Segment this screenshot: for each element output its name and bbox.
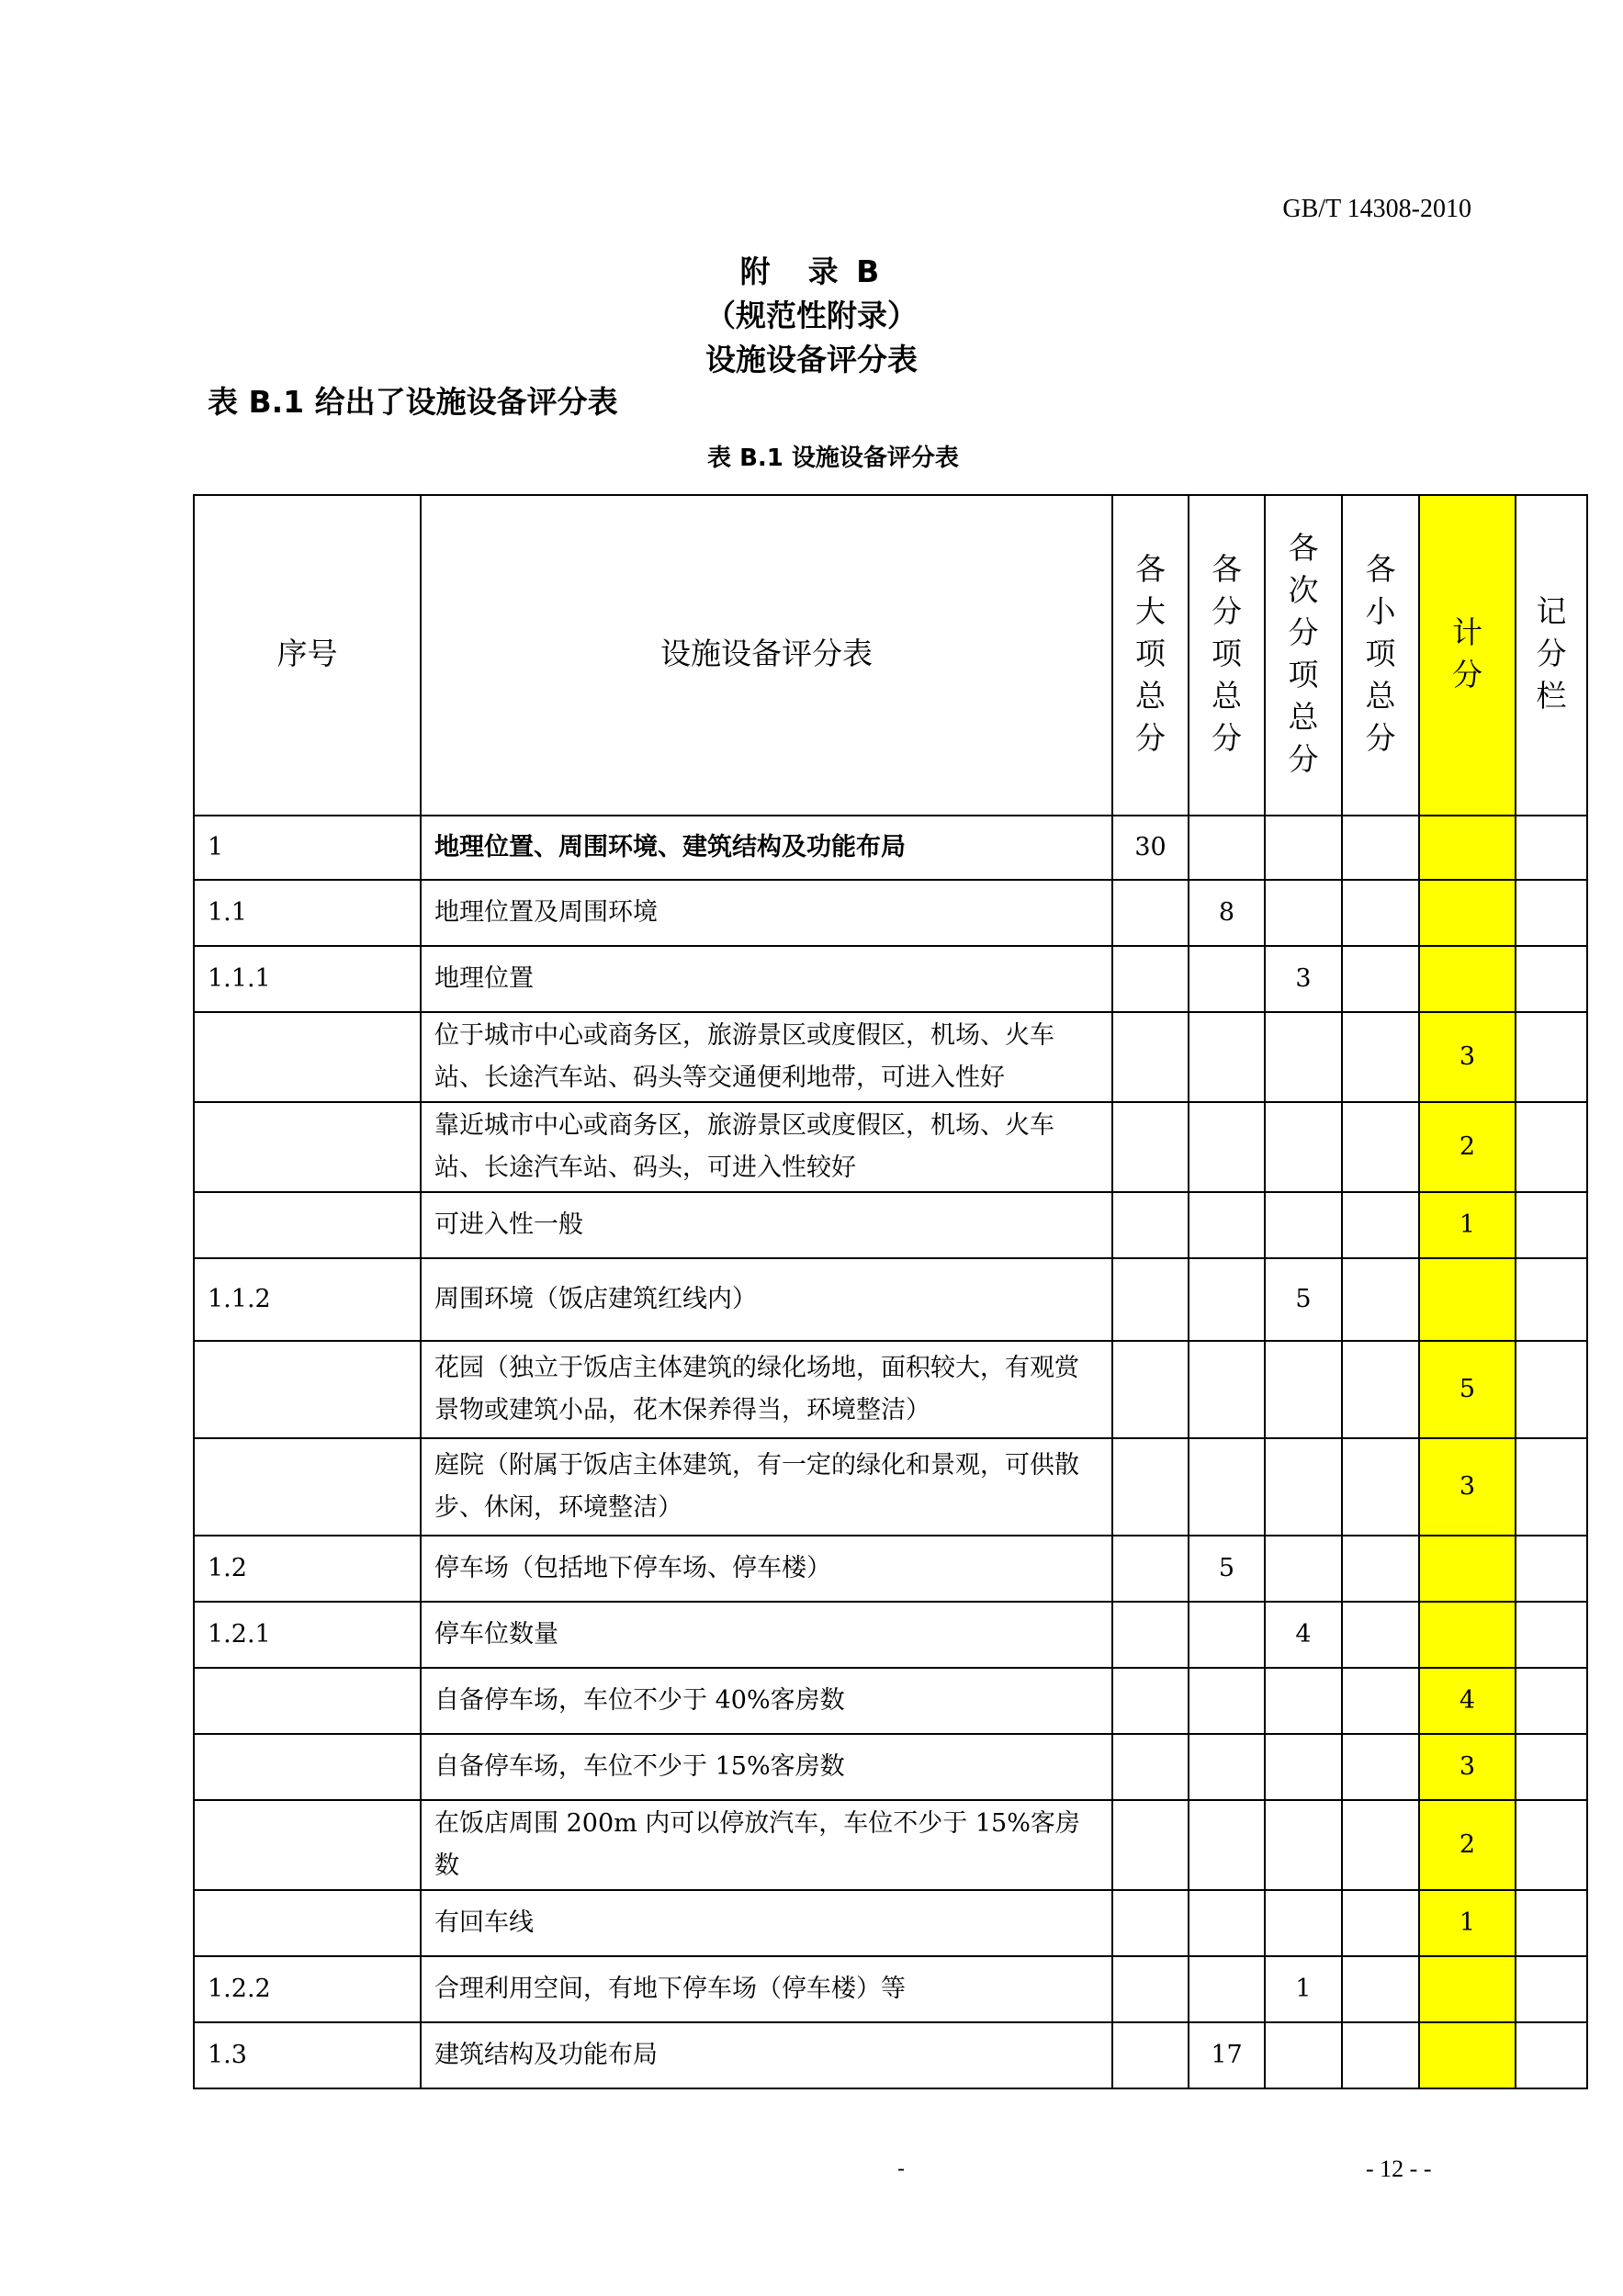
table-row — [194, 1438, 1587, 1536]
row-score — [1419, 1258, 1516, 1341]
row-major-total — [1112, 1012, 1189, 1102]
row-secondary-total — [1265, 2022, 1342, 2088]
row-sub-total — [1189, 1438, 1265, 1536]
standard-code: GB/T 14308-2010 — [1282, 195, 1471, 223]
row-item-text: 合理利用空间，有地下停车场（停车楼）等 — [421, 1956, 1112, 2022]
header-major-total: 各大项总分 — [1112, 495, 1189, 816]
row-sub-total — [1189, 946, 1265, 1012]
row-score: 5 — [1419, 1341, 1516, 1438]
table-row — [194, 1341, 1587, 1438]
row-record — [1516, 1956, 1587, 2022]
header-record: 记分栏 — [1516, 495, 1587, 816]
row-minor-total — [1342, 1602, 1419, 1668]
row-sub-total — [1189, 1102, 1265, 1192]
row-sub-total — [1189, 816, 1265, 880]
row-seq — [194, 1102, 421, 1192]
row-secondary-total: 5 — [1265, 1258, 1342, 1341]
row-seq — [194, 1438, 421, 1536]
table-row — [194, 1602, 1587, 1668]
row-major-total — [1112, 1341, 1189, 1438]
table-row — [194, 880, 1587, 946]
row-score — [1419, 1536, 1516, 1602]
row-sub-total — [1189, 1012, 1265, 1102]
header-score: 计分 — [1419, 495, 1516, 816]
row-sub-total — [1189, 1956, 1265, 2022]
row-item-text: 停车场（包括地下停车场、停车楼） — [421, 1536, 1112, 1602]
row-major-total — [1112, 1258, 1189, 1341]
row-minor-total — [1342, 1800, 1419, 1890]
row-score: 1 — [1419, 1192, 1516, 1258]
row-score — [1419, 816, 1516, 880]
row-major-total — [1112, 1438, 1189, 1536]
row-score: 3 — [1419, 1734, 1516, 1800]
row-sub-total — [1189, 1800, 1265, 1890]
row-major-total: 30 — [1112, 816, 1189, 880]
row-secondary-total — [1265, 1102, 1342, 1192]
intro-text: 表 B.1 给出了设施设备评分表 — [208, 384, 618, 420]
row-major-total — [1112, 1956, 1189, 2022]
row-seq — [194, 1800, 421, 1890]
row-item-text: 在饭店周围 200m 内可以停放汽车，车位不少于 15%客房数 — [421, 1800, 1112, 1890]
row-secondary-total — [1265, 1192, 1342, 1258]
row-record — [1516, 1668, 1587, 1734]
row-major-total — [1112, 1800, 1189, 1890]
row-minor-total — [1342, 880, 1419, 946]
row-score: 4 — [1419, 1668, 1516, 1734]
row-minor-total — [1342, 1341, 1419, 1438]
row-score — [1419, 1956, 1516, 2022]
row-major-total — [1112, 1602, 1189, 1668]
row-seq: 1.2 — [194, 1536, 421, 1602]
row-item-text: 可进入性一般 — [421, 1192, 1112, 1258]
row-minor-total — [1342, 1012, 1419, 1102]
table-row — [194, 1890, 1587, 1956]
row-record — [1516, 1102, 1587, 1192]
row-sub-total — [1189, 1258, 1265, 1341]
row-record — [1516, 1602, 1587, 1668]
table-row — [194, 1734, 1587, 1800]
row-score: 3 — [1419, 1012, 1516, 1102]
row-record — [1516, 1800, 1587, 1890]
row-record — [1516, 1438, 1587, 1536]
row-record — [1516, 816, 1587, 880]
row-record — [1516, 1192, 1587, 1258]
table-row — [194, 1956, 1587, 2022]
row-score — [1419, 946, 1516, 1012]
row-sub-total — [1189, 1602, 1265, 1668]
table-row — [194, 1668, 1587, 1734]
table-row — [194, 1258, 1587, 1341]
footer-dash: - — [897, 2155, 906, 2181]
row-minor-total — [1342, 946, 1419, 1012]
row-minor-total — [1342, 1668, 1419, 1734]
row-minor-total — [1342, 1956, 1419, 2022]
row-score: 1 — [1419, 1890, 1516, 1956]
row-major-total — [1112, 1536, 1189, 1602]
row-seq: 1 — [194, 816, 421, 880]
row-sub-total: 5 — [1189, 1536, 1265, 1602]
row-sub-total — [1189, 1192, 1265, 1258]
row-record — [1516, 2022, 1587, 2088]
header-secondary-total: 各次分项总分 — [1265, 495, 1342, 816]
row-record — [1516, 1258, 1587, 1341]
row-major-total — [1112, 1668, 1189, 1734]
row-sub-total: 17 — [1189, 2022, 1265, 2088]
row-sub-total — [1189, 1890, 1265, 1956]
table-row — [194, 816, 1587, 880]
row-record — [1516, 1341, 1587, 1438]
row-secondary-total — [1265, 1536, 1342, 1602]
row-secondary-total — [1265, 1800, 1342, 1890]
table-row — [194, 1800, 1587, 1890]
row-item-text: 周围环境（饭店建筑红线内） — [421, 1258, 1112, 1341]
header-sub-total: 各分项总分 — [1189, 495, 1265, 816]
row-minor-total — [1342, 1192, 1419, 1258]
row-item-text: 自备停车场，车位不少于 15%客房数 — [421, 1734, 1112, 1800]
row-secondary-total: 3 — [1265, 946, 1342, 1012]
row-minor-total — [1342, 1890, 1419, 1956]
row-score: 2 — [1419, 1800, 1516, 1890]
row-record — [1516, 1734, 1587, 1800]
row-seq — [194, 1192, 421, 1258]
table-caption: 表 B.1 设施设备评分表 — [707, 445, 959, 472]
row-score — [1419, 880, 1516, 946]
row-minor-total — [1342, 1734, 1419, 1800]
row-secondary-total: 4 — [1265, 1602, 1342, 1668]
row-secondary-total — [1265, 1890, 1342, 1956]
row-record — [1516, 1536, 1587, 1602]
row-seq: 1.2.1 — [194, 1602, 421, 1668]
row-minor-total — [1342, 1102, 1419, 1192]
row-seq: 1.3 — [194, 2022, 421, 2088]
row-item-text: 有回车线 — [421, 1890, 1112, 1956]
row-minor-total — [1342, 1536, 1419, 1602]
row-seq: 1.1.1 — [194, 946, 421, 1012]
table-row — [194, 1192, 1587, 1258]
table-row — [194, 946, 1587, 1012]
row-item-text: 自备停车场，车位不少于 40%客房数 — [421, 1668, 1112, 1734]
row-record — [1516, 946, 1587, 1012]
row-seq — [194, 1341, 421, 1438]
row-major-total — [1112, 1734, 1189, 1800]
table-row — [194, 2022, 1587, 2088]
row-sub-total — [1189, 1668, 1265, 1734]
row-seq — [194, 1668, 421, 1734]
row-seq: 1.1 — [194, 880, 421, 946]
row-item-text: 地理位置及周围环境 — [421, 880, 1112, 946]
header-seq: 序号 — [194, 495, 421, 816]
row-score — [1419, 1602, 1516, 1668]
row-item-text: 位于城市中心或商务区，旅游景区或度假区，机场、火车站、长途汽车站、码头等交通便利地带，可进入性好 — [421, 1012, 1112, 1102]
row-secondary-total — [1265, 1341, 1342, 1438]
row-major-total — [1112, 2022, 1189, 2088]
row-minor-total — [1342, 1438, 1419, 1536]
row-seq: 1.1.2 — [194, 1258, 421, 1341]
row-item-text: 停车位数量 — [421, 1602, 1112, 1668]
row-sub-total: 8 — [1189, 880, 1265, 946]
row-major-total — [1112, 1890, 1189, 1956]
row-seq — [194, 1734, 421, 1800]
row-item-text: 地理位置、周围环境、建筑结构及功能布局 — [421, 816, 1112, 880]
page-number: - 12 - - — [1366, 2155, 1432, 2182]
row-item-text: 地理位置 — [421, 946, 1112, 1012]
row-secondary-total — [1265, 1438, 1342, 1536]
row-major-total — [1112, 1192, 1189, 1258]
table-row — [194, 1102, 1587, 1192]
row-item-text: 花园（独立于饭店主体建筑的绿化场地，面积较大，有观赏景物或建筑小品，花木保养得当，环境整洁） — [421, 1341, 1112, 1438]
header-title: 设施设备评分表 — [421, 495, 1112, 816]
row-score: 3 — [1419, 1438, 1516, 1536]
row-seq — [194, 1890, 421, 1956]
row-sub-total — [1189, 1734, 1265, 1800]
row-minor-total — [1342, 2022, 1419, 2088]
row-score: 2 — [1419, 1102, 1516, 1192]
row-secondary-total: 1 — [1265, 1956, 1342, 2022]
row-secondary-total — [1265, 1012, 1342, 1102]
row-secondary-total — [1265, 1734, 1342, 1800]
row-seq: 1.2.2 — [194, 1956, 421, 2022]
row-secondary-total — [1265, 880, 1342, 946]
header-minor-total: 各小项总分 — [1342, 495, 1419, 816]
row-major-total — [1112, 946, 1189, 1012]
row-sub-total — [1189, 1341, 1265, 1438]
row-minor-total — [1342, 1258, 1419, 1341]
table-row — [194, 1012, 1587, 1102]
table-row — [194, 1536, 1587, 1602]
row-item-text: 庭院（附属于饭店主体建筑，有一定的绿化和景观，可供散步、休闲，环境整洁） — [421, 1438, 1112, 1536]
row-secondary-total — [1265, 816, 1342, 880]
table-header-row — [194, 495, 1587, 816]
row-major-total — [1112, 1102, 1189, 1192]
row-record — [1516, 1890, 1587, 1956]
row-record — [1516, 880, 1587, 946]
appendix-type: （规范性附录） — [705, 298, 918, 333]
row-seq — [194, 1012, 421, 1102]
row-item-text: 建筑结构及功能布局 — [421, 2022, 1112, 2088]
row-secondary-total — [1265, 1668, 1342, 1734]
row-score — [1419, 2022, 1516, 2088]
row-record — [1516, 1012, 1587, 1102]
scoring-table — [193, 494, 1588, 2089]
appendix-subject: 设施设备评分表 — [705, 342, 918, 377]
appendix-title: 附 录 B — [739, 253, 884, 289]
row-item-text: 靠近城市中心或商务区，旅游景区或度假区，机场、火车站、长途汽车站、码头，可进入性较好 — [421, 1102, 1112, 1192]
row-major-total — [1112, 880, 1189, 946]
row-minor-total — [1342, 816, 1419, 880]
